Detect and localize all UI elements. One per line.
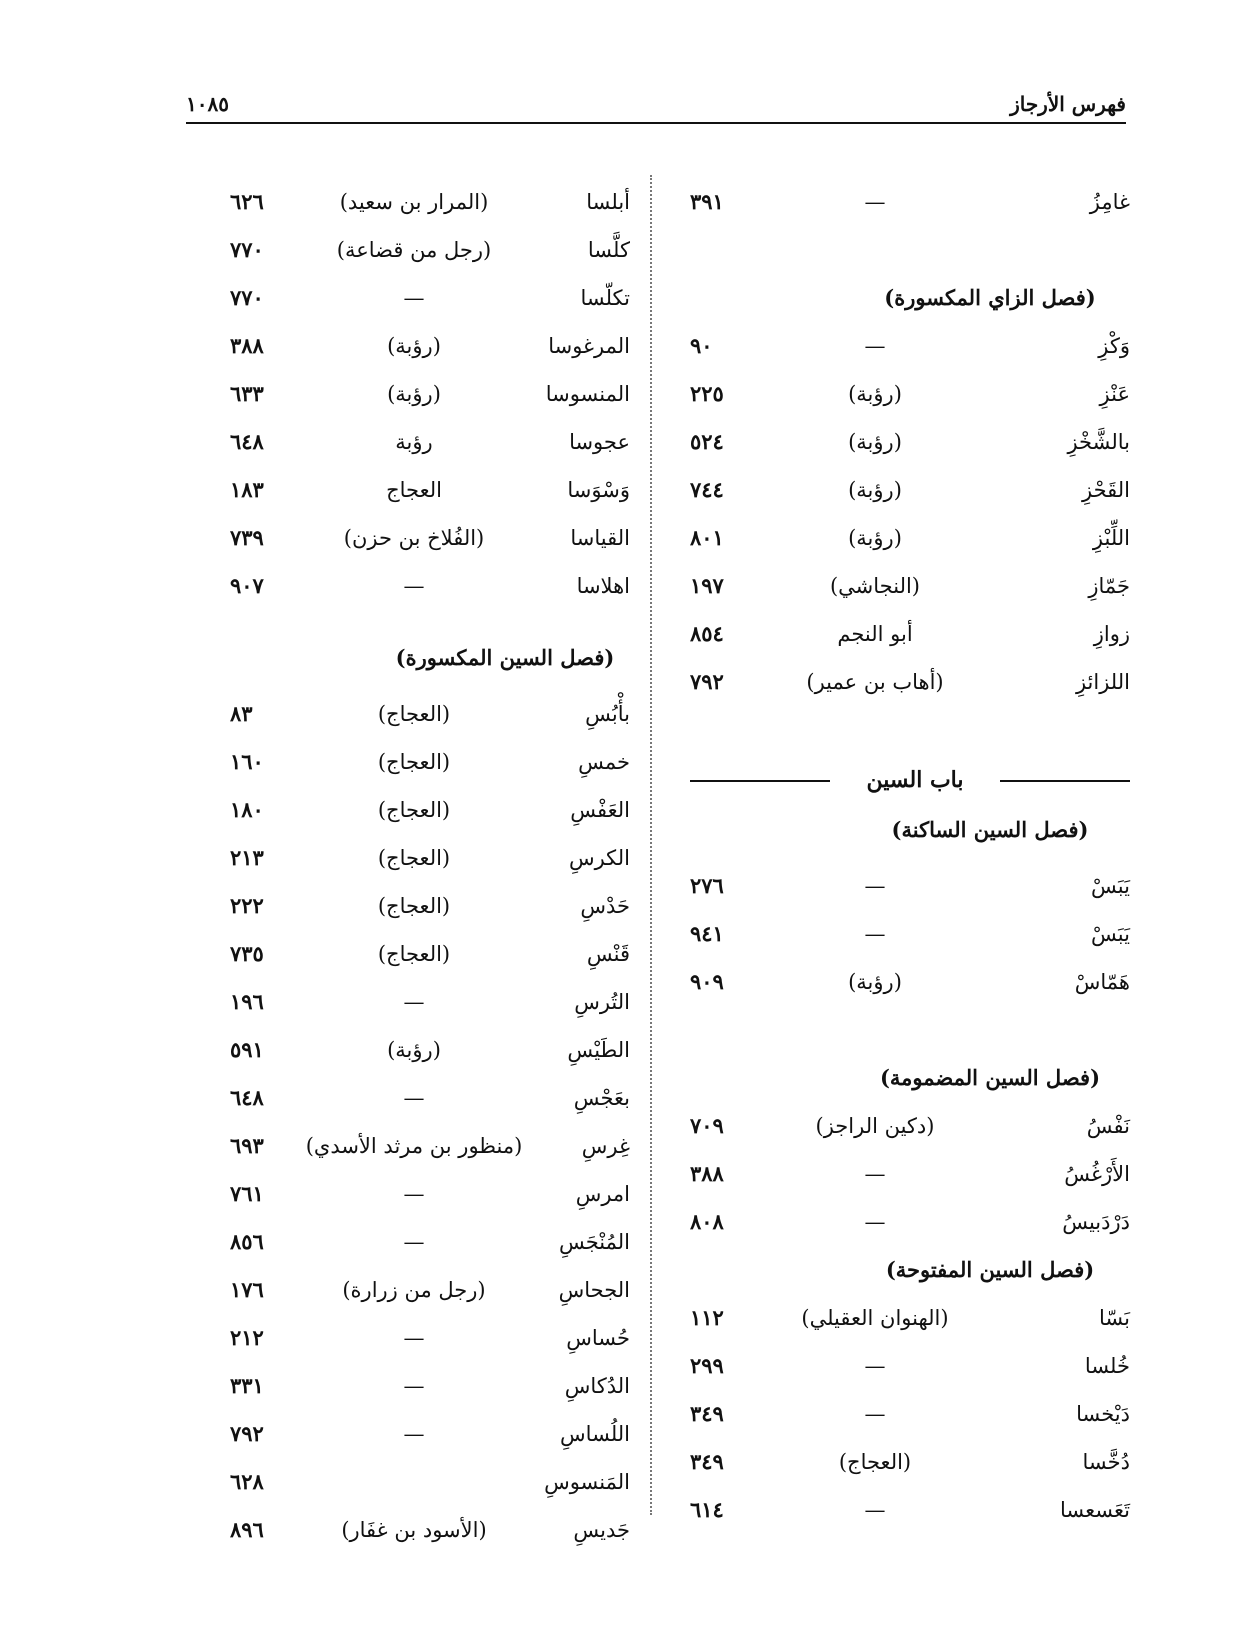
index-entry bbox=[690, 322, 1130, 370]
entry-poet: (العجاج) bbox=[377, 894, 451, 918]
entry-word: القَحْزِ bbox=[1082, 478, 1130, 502]
index-entry bbox=[230, 1074, 630, 1122]
index-entry bbox=[230, 1314, 630, 1362]
entry-page: ٦٢٨ bbox=[230, 1469, 264, 1494]
entry-page: ٥٩١ bbox=[230, 1037, 264, 1062]
entry-word: اهلاسا bbox=[576, 574, 630, 598]
entry-poet: — bbox=[403, 1326, 425, 1350]
entry-word: اللِّبْزِ bbox=[1092, 526, 1130, 550]
index-entry bbox=[690, 1150, 1130, 1198]
entry-page: ٧٧٠ bbox=[230, 285, 264, 310]
entry-word: الكرسِ bbox=[568, 846, 630, 870]
entry-page: ٣٨٨ bbox=[690, 1161, 724, 1186]
entry-page: ٢٢٥ bbox=[690, 381, 724, 406]
entry-word: قَنْسِ bbox=[586, 942, 630, 966]
index-entry bbox=[230, 1266, 630, 1314]
entry-poet: (الأسود بن غفَار) bbox=[341, 1518, 487, 1542]
index-entry bbox=[690, 1342, 1130, 1390]
entry-word: وَكْزِ bbox=[1098, 334, 1130, 358]
left-column bbox=[230, 178, 630, 1554]
entry-page: ٣٤٩ bbox=[690, 1401, 724, 1426]
entry-page: ١٨٠ bbox=[230, 797, 264, 822]
entry-poet: (النجاشي) bbox=[829, 574, 920, 598]
index-entry bbox=[690, 658, 1130, 706]
entry-page: ٨٠١ bbox=[690, 525, 724, 550]
index-entry bbox=[230, 418, 630, 466]
entry-word: بَسّا bbox=[1099, 1306, 1130, 1330]
entry-poet: (رؤبة) bbox=[848, 478, 902, 502]
entry-page: ٩٠٩ bbox=[690, 969, 724, 994]
right-column bbox=[690, 178, 1130, 1534]
section-heading-sin-fatha: (فصل السين المفتوحة) bbox=[885, 1257, 1095, 1282]
index-entry bbox=[230, 514, 630, 562]
entry-word: نَفْسُ bbox=[1086, 1114, 1130, 1138]
index-entry bbox=[230, 1122, 630, 1170]
entry-page: ٨٥٤ bbox=[690, 621, 724, 646]
entry-poet: — bbox=[403, 286, 425, 310]
entry-poet: — bbox=[864, 1402, 886, 1426]
entry-poet: (المرار بن سعيد) bbox=[339, 190, 489, 214]
index-entry bbox=[690, 1198, 1130, 1246]
chapter-rule-left bbox=[690, 780, 830, 782]
spacer bbox=[230, 682, 630, 690]
index-entry bbox=[230, 738, 630, 786]
index-entry bbox=[230, 1170, 630, 1218]
entry-poet: — bbox=[403, 990, 425, 1014]
entry-word: التُرسِ bbox=[574, 990, 630, 1014]
entry-page: ١٧٦ bbox=[230, 1277, 264, 1302]
entry-poet: (رجل من قضاعة) bbox=[336, 238, 492, 262]
entry-poet: (رؤبة) bbox=[387, 1038, 441, 1062]
entry-page: ١٨٣ bbox=[230, 477, 264, 502]
entry-poet: (رؤبة) bbox=[387, 334, 441, 358]
index-entry bbox=[230, 930, 630, 978]
entry-page: ٧٤٤ bbox=[690, 477, 724, 502]
entry-poet: (رؤبة) bbox=[848, 526, 902, 550]
entry-poet: — bbox=[403, 574, 425, 598]
entry-word: يَبَسْ bbox=[1091, 874, 1130, 898]
entry-page: ٢١٢ bbox=[230, 1325, 264, 1350]
entry-word: زوازِ bbox=[1093, 622, 1130, 646]
entry-page: ٧٣٩ bbox=[230, 525, 264, 550]
entry-page: ٨٠٨ bbox=[690, 1209, 724, 1234]
entry-page: ٧٧٠ bbox=[230, 237, 264, 262]
entry-poet: (دكين الراجز) bbox=[815, 1114, 935, 1138]
entry-poet: (أهاب بن عمير) bbox=[806, 670, 944, 694]
chapter-rule-right bbox=[1000, 780, 1130, 782]
index-entry bbox=[230, 882, 630, 930]
entry-poet: — bbox=[403, 1182, 425, 1206]
spacer bbox=[690, 854, 1130, 862]
entry-page: ١٩٦ bbox=[230, 989, 264, 1014]
index-entry bbox=[230, 1362, 630, 1410]
index-entry bbox=[230, 1218, 630, 1266]
index-entry bbox=[230, 466, 630, 514]
entry-word: دَرْدَبيسُ bbox=[1062, 1210, 1130, 1234]
entry-page: ٦١٤ bbox=[690, 1497, 724, 1522]
spacer bbox=[690, 226, 1130, 274]
section-heading-sin-kasra: (فصل السين المكسورة) bbox=[395, 645, 615, 670]
entry-word: جَمّازِ bbox=[1088, 574, 1130, 598]
entry-poet: — bbox=[864, 334, 886, 358]
index-entry bbox=[690, 1486, 1130, 1534]
entry-word: دَيْخسا bbox=[1076, 1402, 1130, 1426]
section-heading-sin-damma: (فصل السين المضمومة) bbox=[879, 1065, 1101, 1090]
index-entry bbox=[690, 370, 1130, 418]
entry-page: ١١٢ bbox=[690, 1305, 724, 1330]
entry-poet: (رؤبة) bbox=[848, 970, 902, 994]
entry-poet: (رؤبة) bbox=[848, 382, 902, 406]
entry-page: ٢٩٩ bbox=[690, 1353, 724, 1378]
entry-word: يَبَسْ bbox=[1091, 922, 1130, 946]
entry-word: الجحاسِ bbox=[558, 1278, 630, 1302]
entry-page: ٢٢٢ bbox=[230, 893, 264, 918]
entry-poet: — bbox=[864, 1162, 886, 1186]
entry-page: ٢١٣ bbox=[230, 845, 264, 870]
entry-poet: — bbox=[864, 1354, 886, 1378]
section-heading-sin-sakina: (فصل السين الساكنة) bbox=[891, 817, 1089, 842]
index-entry bbox=[230, 1026, 630, 1074]
section-heading-zay-kasra: (فصل الزاي المكسورة) bbox=[884, 285, 1096, 310]
entry-word: جَديسِ bbox=[573, 1518, 630, 1542]
entry-poet: (العجاج) bbox=[838, 1450, 912, 1474]
entry-page: ٩٠ bbox=[690, 333, 713, 358]
index-entry bbox=[230, 226, 630, 274]
entry-word: امرسِ bbox=[575, 1182, 630, 1206]
index-entry bbox=[690, 1390, 1130, 1438]
index-entry bbox=[230, 1506, 630, 1554]
entry-word: أبلسا bbox=[586, 190, 630, 214]
entry-page: ٦٣٣ bbox=[230, 381, 264, 406]
entry-poet: — bbox=[403, 1422, 425, 1446]
chapter-heading-sin bbox=[690, 754, 1130, 806]
entry-page: ٧٩٢ bbox=[230, 1421, 264, 1446]
entry-word: غِرسِ bbox=[581, 1134, 630, 1158]
entry-word: المنسوسا bbox=[545, 382, 630, 406]
entry-word: المُنْجَسِ bbox=[558, 1230, 630, 1254]
index-entry bbox=[230, 1410, 630, 1458]
entry-word: المرغوسا bbox=[548, 334, 630, 358]
entry-page: ٣٣١ bbox=[230, 1373, 264, 1398]
index-entry bbox=[230, 370, 630, 418]
entry-poet: أبو النجم bbox=[837, 622, 913, 646]
index-entry bbox=[230, 274, 630, 322]
entry-word: بعَجْسِ bbox=[573, 1086, 630, 1110]
entry-page: ١٦٠ bbox=[230, 749, 264, 774]
index-entry bbox=[230, 562, 630, 610]
entry-poet: (رجل من زرارة) bbox=[342, 1278, 486, 1302]
entry-poet: (رؤبة) bbox=[387, 382, 441, 406]
index-entry bbox=[230, 786, 630, 834]
entry-word: اللزائزِ bbox=[1075, 670, 1130, 694]
entry-word: اللُساسِ bbox=[560, 1422, 630, 1446]
index-entry bbox=[690, 562, 1130, 610]
entry-poet: العجاج bbox=[386, 478, 442, 502]
entry-page: ٦٩٣ bbox=[230, 1133, 264, 1158]
entry-poet: (العجاج) bbox=[377, 846, 451, 870]
entry-poet: — bbox=[864, 1210, 886, 1234]
entry-word: العَفْسِ bbox=[570, 798, 630, 822]
entry-poet: — bbox=[403, 1374, 425, 1398]
index-entry bbox=[690, 1294, 1130, 1342]
entry-word: دُخَّسا bbox=[1082, 1450, 1130, 1474]
page-header bbox=[186, 88, 1126, 124]
entry-word: خمسِ bbox=[578, 750, 630, 774]
entry-page: ٢٧٦ bbox=[690, 873, 724, 898]
entry-word: تكلّسا bbox=[580, 286, 630, 310]
entry-page: ٨٥٦ bbox=[230, 1229, 264, 1254]
entry-page: ٦٤٨ bbox=[230, 429, 264, 454]
entry-poet: — bbox=[864, 1498, 886, 1522]
entry-word: كلَّسا bbox=[587, 238, 630, 262]
entry-word: عَنْزِ bbox=[1099, 382, 1130, 406]
entry-poet: — bbox=[864, 874, 886, 898]
entry-page: ٣٩١ bbox=[690, 189, 724, 214]
entry-poet: (العجاج) bbox=[377, 798, 451, 822]
entry-word: الدُكاسِ bbox=[564, 1374, 630, 1398]
page-number: ١٠٨٥ bbox=[186, 92, 229, 116]
entry-page: ٩٠٧ bbox=[230, 573, 264, 598]
entry-word: بالشَّخْزِ bbox=[1067, 430, 1130, 454]
entry-word: خُلسا bbox=[1084, 1354, 1130, 1378]
entry-page: ٦٢٦ bbox=[230, 189, 264, 214]
entry-page: ٣٨٨ bbox=[230, 333, 264, 358]
index-entry bbox=[690, 1438, 1130, 1486]
entry-page: ٥٢٤ bbox=[690, 429, 724, 454]
spacer bbox=[690, 706, 1130, 754]
entry-word: حُساسِ bbox=[566, 1326, 630, 1350]
index-entry bbox=[690, 418, 1130, 466]
index-entry bbox=[690, 610, 1130, 658]
entry-word: عجوسا bbox=[569, 430, 630, 454]
entry-poet: (الهنوان العقيلي) bbox=[801, 1306, 949, 1330]
entry-word: وَسْوَسا bbox=[567, 478, 630, 502]
entry-page: ٨٣ bbox=[230, 701, 253, 726]
spacer bbox=[690, 1006, 1130, 1054]
column-divider bbox=[650, 175, 652, 1515]
chapter-title: باب السين bbox=[866, 767, 964, 793]
entry-poet: — bbox=[864, 190, 886, 214]
index-entry bbox=[230, 978, 630, 1026]
index-entry bbox=[690, 910, 1130, 958]
entry-word: بأْبُسِ bbox=[585, 702, 630, 726]
entry-word: غامِزُ bbox=[1089, 190, 1130, 214]
index-entry bbox=[690, 514, 1130, 562]
entry-word: المَنسوسِ bbox=[544, 1470, 630, 1494]
entry-word: تَعَسعسا bbox=[1060, 1498, 1130, 1522]
entry-poet: (الفُلاخ بن حزن) bbox=[343, 526, 485, 550]
entry-word: حَدْسِ bbox=[580, 894, 630, 918]
entry-page: ٧٦١ bbox=[230, 1181, 264, 1206]
entry-page: ٩٤١ bbox=[690, 921, 724, 946]
entry-page: ٦٤٨ bbox=[230, 1085, 264, 1110]
entry-poet: (رؤبة) bbox=[848, 430, 902, 454]
index-entry bbox=[230, 178, 630, 226]
index-entry bbox=[230, 1458, 630, 1506]
index-entry bbox=[690, 1102, 1130, 1150]
entry-page: ٣٤٩ bbox=[690, 1449, 724, 1474]
index-entry bbox=[690, 178, 1130, 226]
entry-page: ٧٩٢ bbox=[690, 669, 724, 694]
index-entry bbox=[690, 862, 1130, 910]
index-entry bbox=[690, 958, 1130, 1006]
entry-poet: (العجاج) bbox=[377, 750, 451, 774]
entry-page: ١٩٧ bbox=[690, 573, 724, 598]
entry-poet: رؤبة bbox=[395, 430, 433, 454]
entry-page: ٧٣٥ bbox=[230, 941, 264, 966]
index-entry bbox=[690, 466, 1130, 514]
entry-page: ٧٠٩ bbox=[690, 1113, 724, 1138]
index-entry bbox=[230, 834, 630, 882]
entry-poet: (منظور بن مرثد الأسدي) bbox=[305, 1134, 523, 1158]
spacer bbox=[230, 610, 630, 634]
index-entry bbox=[230, 690, 630, 738]
entry-poet: — bbox=[864, 922, 886, 946]
entry-word: هَمّاسْ bbox=[1074, 970, 1130, 994]
entry-poet: — bbox=[403, 1086, 425, 1110]
entry-page: ٨٩٦ bbox=[230, 1517, 264, 1542]
entry-poet: (العجاج) bbox=[377, 702, 451, 726]
entry-poet: — bbox=[403, 1230, 425, 1254]
index-title: فهرس الأرجاز bbox=[1010, 92, 1126, 116]
entry-word: الأَرْغُسُ bbox=[1064, 1162, 1130, 1186]
entry-poet: (العجاج) bbox=[377, 942, 451, 966]
entry-word: الطَيْسِ bbox=[567, 1038, 630, 1062]
index-entry bbox=[230, 322, 630, 370]
entry-word: القياسا bbox=[570, 526, 630, 550]
